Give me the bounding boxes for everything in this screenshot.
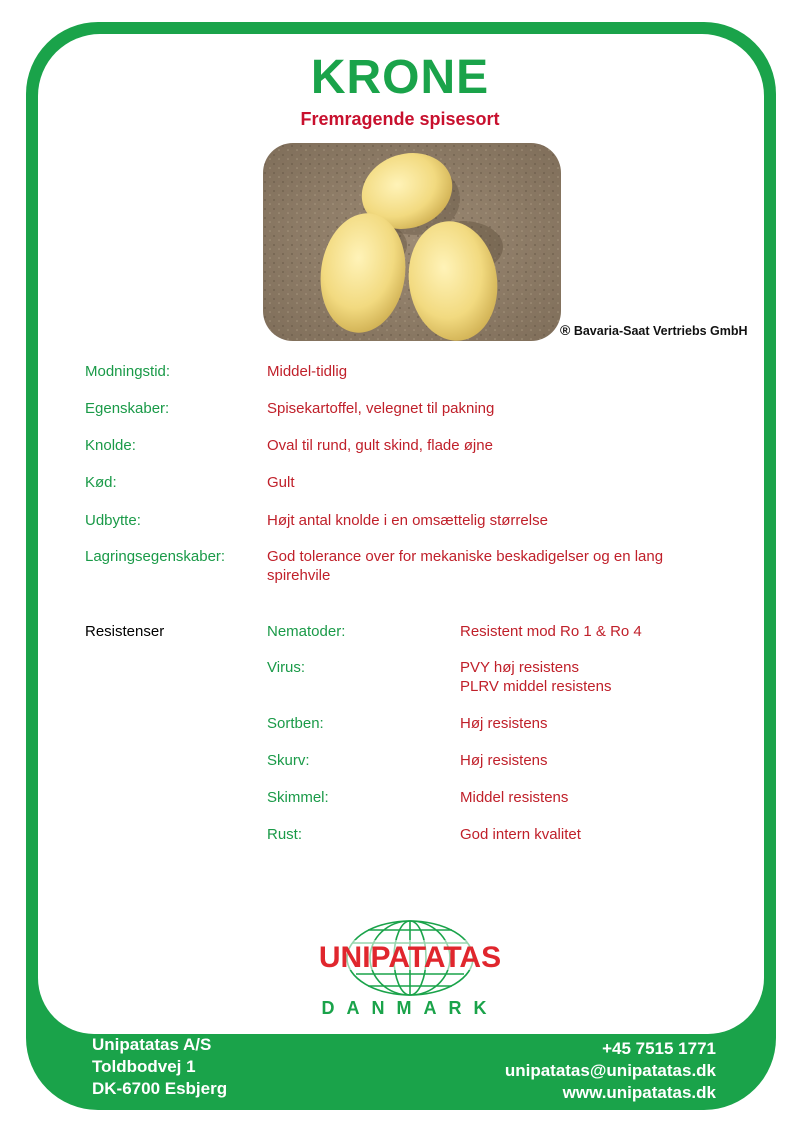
res-value-rust: God intern kvalitet: [460, 826, 581, 843]
prop-label-maturity: Modningstid:: [85, 363, 171, 380]
prop-label-yield: Udbytte:: [85, 512, 141, 529]
prop-value-yield: Højt antal knolde i en omsættelig størrelse: [267, 512, 548, 529]
potato-photo: [263, 143, 561, 341]
res-label-blight: Skimmel:: [267, 789, 329, 806]
prop-value-storage-line1: God tolerance over for mekaniske beskadigelser og en lang: [267, 548, 664, 565]
res-label-virus: Virus:: [267, 659, 306, 676]
res-value-scab: Høj resistens: [460, 752, 548, 769]
res-value-nematodes: Resistent mod Ro 1 & Ro 4: [460, 623, 642, 640]
res-label-blackleg: Sortben:: [267, 715, 324, 732]
unipatatas-logo: [300, 916, 520, 1026]
prop-label-properties: Egenskaber:: [85, 400, 170, 417]
footer-address: [92, 1034, 227, 1100]
footer-city: DK-6700 Esbjerg: [92, 1079, 228, 1098]
footer-phone[interactable]: +45 7515 1771: [602, 1039, 716, 1058]
prop-label-storage: Lagringsegenskaber:: [85, 548, 226, 565]
prop-value-storage-line2: spirehvile: [267, 567, 331, 584]
prop-value-flesh: Gult: [267, 474, 295, 491]
prop-label-flesh: Kød:: [85, 474, 117, 491]
footer-contact: [505, 1038, 716, 1104]
logo-country-text: DANMARK: [321, 998, 499, 1018]
res-label-rust: Rust:: [267, 826, 303, 843]
variety-title: KRONE: [310, 51, 490, 104]
prop-value-tuber: Oval til rund, gult skind, flade øjne: [267, 437, 493, 454]
resistances-heading: Resistenser: [85, 623, 165, 640]
footer-street: Toldbodvej 1: [92, 1057, 196, 1076]
footer-company: Unipatatas A/S: [92, 1035, 212, 1054]
prop-value-properties: Spisekartoffel, velegnet til pakning: [267, 400, 495, 417]
potato-image: [263, 143, 561, 341]
res-value-blight: Middel resistens: [460, 789, 569, 806]
variety-subtitle: Fremragende spisesort: [300, 109, 500, 129]
logo-brand-text: UNIPATATAS: [318, 941, 502, 974]
prop-label-tuber: Knolde:: [85, 437, 136, 454]
prop-value-maturity: Middel-tidlig: [267, 363, 348, 380]
photo-copyright: ® Bavaria-Saat Vertriebs GmbH: [560, 322, 748, 338]
res-value-blackleg: Høj resistens: [460, 715, 548, 732]
footer-email[interactable]: unipatatas@unipatatas.dk: [504, 1061, 716, 1080]
res-value-virus-line1: PVY høj resistens: [460, 659, 579, 676]
footer-website[interactable]: www.unipatatas.dk: [562, 1083, 716, 1102]
res-label-scab: Skurv:: [267, 752, 310, 769]
globe-logo-icon: [300, 916, 520, 1026]
res-value-virus-line2: PLRV middel resistens: [460, 678, 612, 695]
res-label-nematodes: Nematoder:: [267, 623, 346, 640]
